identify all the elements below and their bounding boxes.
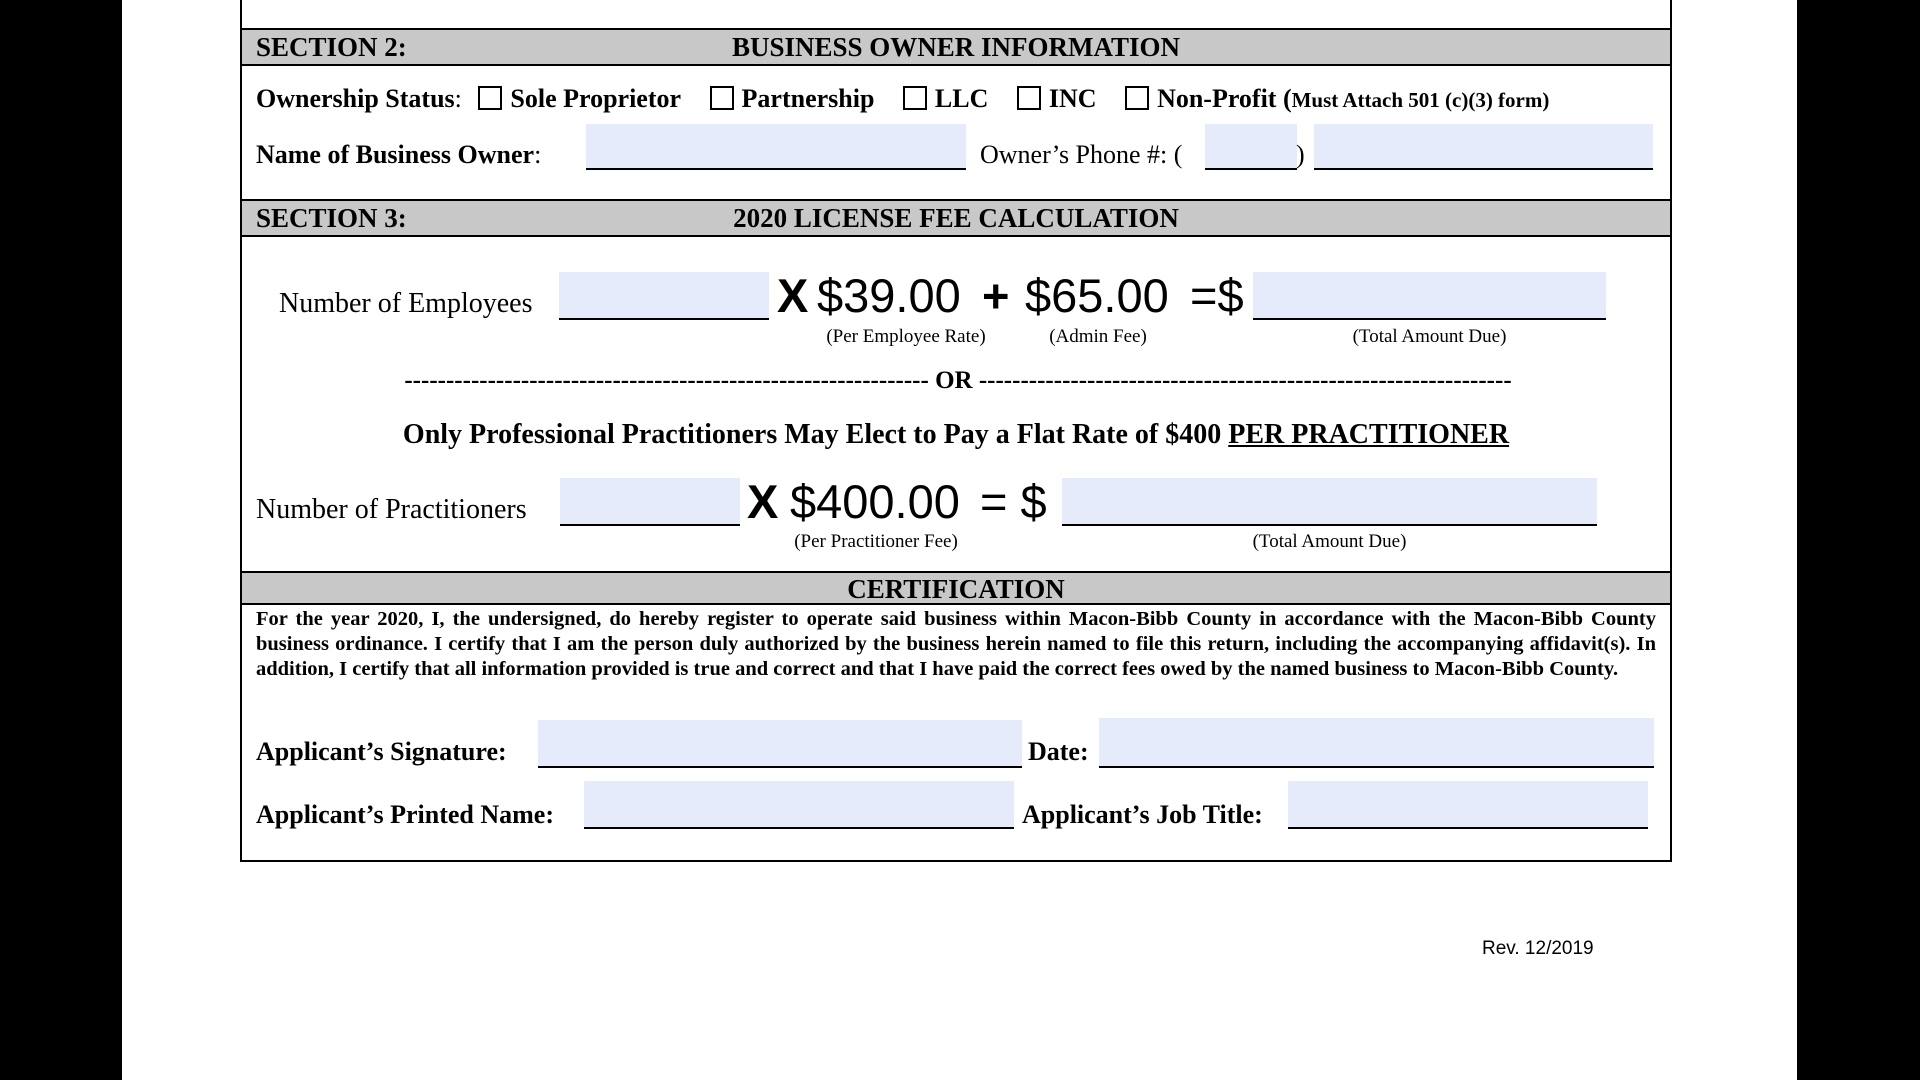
signature-field[interactable] [538, 720, 1022, 768]
option-partnership: Partnership [741, 84, 875, 113]
date-input[interactable] [1099, 718, 1654, 766]
employees-label: Number of Employees [279, 288, 533, 319]
sole-proprietor-checkbox[interactable] [478, 86, 502, 110]
document-page [122, 0, 1797, 1080]
employee-total-caption: (Total Amount Due) [1352, 326, 1507, 347]
employee-rate: $39.00 [817, 269, 961, 322]
owner-phone-number-field[interactable] [1314, 124, 1653, 170]
owner-name-label: Name of Business Owner [256, 140, 535, 169]
owner-phone-area-code-input[interactable] [1205, 124, 1297, 168]
ownership-colon: : [454, 84, 462, 113]
section3-header [242, 199, 1670, 237]
practitioner-total-caption: (Total Amount Due) [1252, 531, 1407, 552]
employee-equals-dollar: =$ [1190, 269, 1244, 322]
job-title-field[interactable] [1288, 781, 1648, 829]
per-practitioner-caption: (Per Practitioner Fee) [794, 531, 958, 552]
flat-rate-emphasis: PER PRACTITIONER [1228, 419, 1510, 450]
section2-title: BUSINESS OWNER INFORMATION [731, 32, 1181, 62]
owner-phone-area-code-field[interactable] [1205, 124, 1297, 170]
flat-rate-notice [242, 419, 1670, 451]
practitioners-field[interactable] [560, 478, 740, 526]
per-employee-caption: (Per Employee Rate) [826, 326, 986, 347]
practitioner-fee: $400.00 [790, 475, 960, 528]
option-inc: INC [1048, 84, 1097, 113]
admin-fee-caption: (Admin Fee) [1049, 326, 1147, 347]
practitioner-multiply-sign: X [747, 475, 779, 528]
ownership-status-label: Ownership Status [256, 84, 455, 113]
option-non-profit: Non-Profit ( [1157, 84, 1292, 113]
section3-title: 2020 LICENSE FEE CALCULATION [733, 203, 1179, 233]
job-title-label: Applicant’s Job Title: [1022, 800, 1263, 829]
non-profit-checkbox[interactable] [1125, 86, 1149, 110]
owner-name-input[interactable] [586, 124, 966, 168]
owner-phone-label: Owner’s Phone #: ( [980, 140, 1183, 169]
printed-name-field[interactable] [584, 781, 1014, 829]
owner-phone-number-input[interactable] [1314, 124, 1653, 168]
section2-label: SECTION 2: [256, 32, 407, 62]
revision-date: Rev. 12/2019 [1482, 938, 1594, 959]
nonprofit-note: Must Attach 501 (c)(3) form) [1291, 88, 1550, 112]
section2-header [242, 28, 1670, 66]
owner-name-colon: : [534, 140, 542, 169]
practitioners-input[interactable] [560, 478, 740, 524]
practitioner-total-field[interactable] [1062, 478, 1597, 526]
certification-title: CERTIFICATION [847, 574, 1065, 604]
employee-multiply-sign: X [777, 269, 809, 322]
flat-rate-text: Only Professional Practitioners May Elect to Pay a Flat Rate of $400 [402, 419, 1229, 450]
date-field[interactable] [1099, 718, 1654, 768]
certification-header [242, 571, 1670, 605]
plus-sign: + [982, 269, 1010, 322]
partnership-checkbox[interactable] [710, 86, 734, 110]
option-sole-proprietor: Sole Proprietor [510, 84, 682, 113]
certification-text: For the year 2020, I, the undersigned, do hereby register to operate said business within Macon-Bibb County in accordance with the Macon-Bibb County business ordinance. I certify that I am the person duly authorized by the business herein named to file this return, including the accompanying affidavit(s). In addition, I certify that all information provided is true and correct and that I have paid the correct fees owed by the named business to Macon-Bibb County. [256, 608, 1656, 680]
signature-input[interactable] [538, 720, 1022, 766]
practitioner-equals-dollar: = $ [980, 475, 1047, 528]
practitioner-total-input[interactable] [1062, 478, 1597, 524]
job-title-input[interactable] [1288, 781, 1648, 827]
date-label: Date: [1028, 737, 1089, 766]
printed-name-input[interactable] [584, 781, 1014, 827]
owner-name-field[interactable] [586, 124, 966, 170]
or-separator: --------------------------------------------------------------- OR ---------------------------------------------------------------- [404, 367, 1512, 394]
printed-name-label: Applicant’s Printed Name: [256, 800, 555, 829]
section3-label: SECTION 3: [256, 203, 407, 233]
signature-label: Applicant’s Signature: [256, 737, 507, 766]
employee-total-input[interactable] [1253, 272, 1606, 318]
practitioners-label: Number of Practitioners [256, 494, 527, 525]
owner-phone-close-paren: ) [1296, 140, 1305, 169]
employees-field[interactable] [559, 272, 769, 320]
employees-input[interactable] [559, 272, 769, 318]
llc-checkbox[interactable] [903, 86, 927, 110]
employee-total-field[interactable] [1253, 272, 1606, 320]
owner-name-row [256, 140, 541, 170]
option-llc: LLC [934, 84, 989, 113]
ownership-status-row [256, 84, 1549, 114]
license-form [240, 0, 1672, 862]
inc-checkbox[interactable] [1017, 86, 1041, 110]
admin-fee: $65.00 [1025, 269, 1169, 322]
